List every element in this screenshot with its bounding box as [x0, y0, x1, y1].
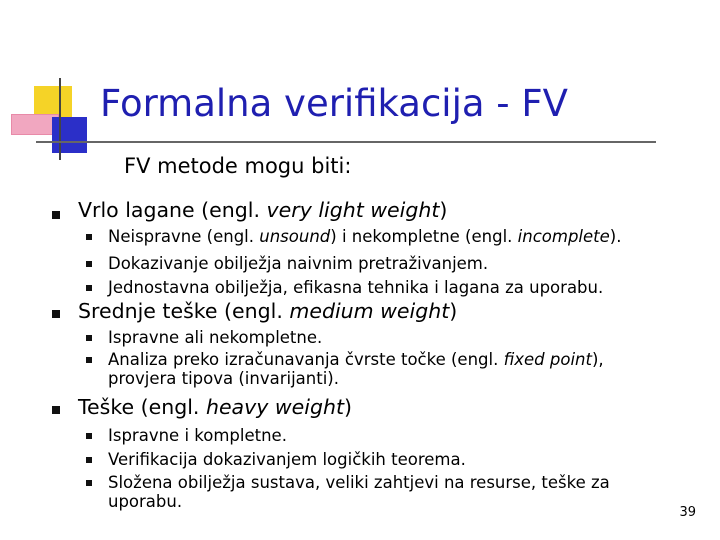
title-underline	[36, 141, 656, 143]
bullet-text: Vrlo lagane (engl.	[78, 198, 267, 222]
bullet-marker	[52, 211, 60, 219]
bullet-text-end: )	[449, 299, 458, 323]
sub-bullet-marker	[86, 335, 92, 341]
bullet-marker	[52, 310, 60, 318]
sub-text: Složena obilježja sustava, veliki zahtjevi na resurse, teške za	[108, 473, 610, 492]
sub-bullet-item: Ispravne i kompletne.	[108, 426, 287, 445]
sub-bullet-marker	[86, 433, 92, 439]
sub-bullet-marker	[86, 285, 92, 291]
sub-bullet-item: Verifikacija dokazivanjem logičkih teorema.	[108, 450, 466, 469]
sub-bullet-marker	[86, 457, 92, 463]
bullet-medium-weight	[78, 299, 457, 323]
bullet-text: Srednje teške (engl.	[78, 299, 290, 323]
logo-blue-square	[52, 117, 87, 153]
sub-text: ),	[591, 350, 604, 369]
bullet-text-end: )	[439, 198, 448, 222]
bullet-heavy-weight	[78, 395, 352, 419]
sub-bullet-item: Ispravne ali nekompletne.	[108, 328, 323, 347]
sub-bullet-marker	[86, 480, 92, 486]
bullet-text-end: )	[344, 395, 353, 419]
sub-term: fixed point	[503, 350, 592, 369]
bullet-marker	[52, 406, 60, 414]
bullet-term: very light weight	[266, 198, 440, 222]
page-number: 39	[679, 505, 696, 520]
sub-bullet-item	[108, 473, 610, 511]
sub-bullet-marker	[86, 234, 92, 240]
bullet-very-light-weight	[78, 198, 447, 222]
sub-bullet-marker	[86, 357, 92, 363]
sub-term: unsound	[259, 227, 331, 246]
logo-vertical-line	[59, 78, 61, 160]
sub-text: Neispravne (engl.	[108, 227, 260, 246]
sub-bullet-item: Dokazivanje obilježja naivnim pretraživanjem.	[108, 254, 489, 273]
sub-text: ) i nekompletne (engl.	[330, 227, 518, 246]
sub-text: Analiza preko izračunavanja čvrste točke (engl.	[108, 350, 504, 369]
sub-text: ).	[609, 227, 622, 246]
sub-bullet-item	[108, 227, 621, 246]
bullet-term: medium weight	[289, 299, 450, 323]
sub-bullet-item	[108, 350, 604, 388]
bullet-term: heavy weight	[205, 395, 345, 419]
sub-term: incomplete	[517, 227, 610, 246]
bullet-text: Teške (engl.	[78, 395, 206, 419]
sub-text: provjera tipova (invarijanti).	[108, 369, 339, 388]
slide-title: Formalna verifikacija - FV	[100, 82, 568, 125]
slide-subtitle: FV metode mogu biti:	[124, 154, 352, 178]
sub-text: uporabu.	[108, 492, 183, 511]
sub-bullet-marker	[86, 261, 92, 267]
sub-bullet-item: Jednostavna obilježja, efikasna tehnika i lagana za uporabu.	[108, 278, 604, 297]
